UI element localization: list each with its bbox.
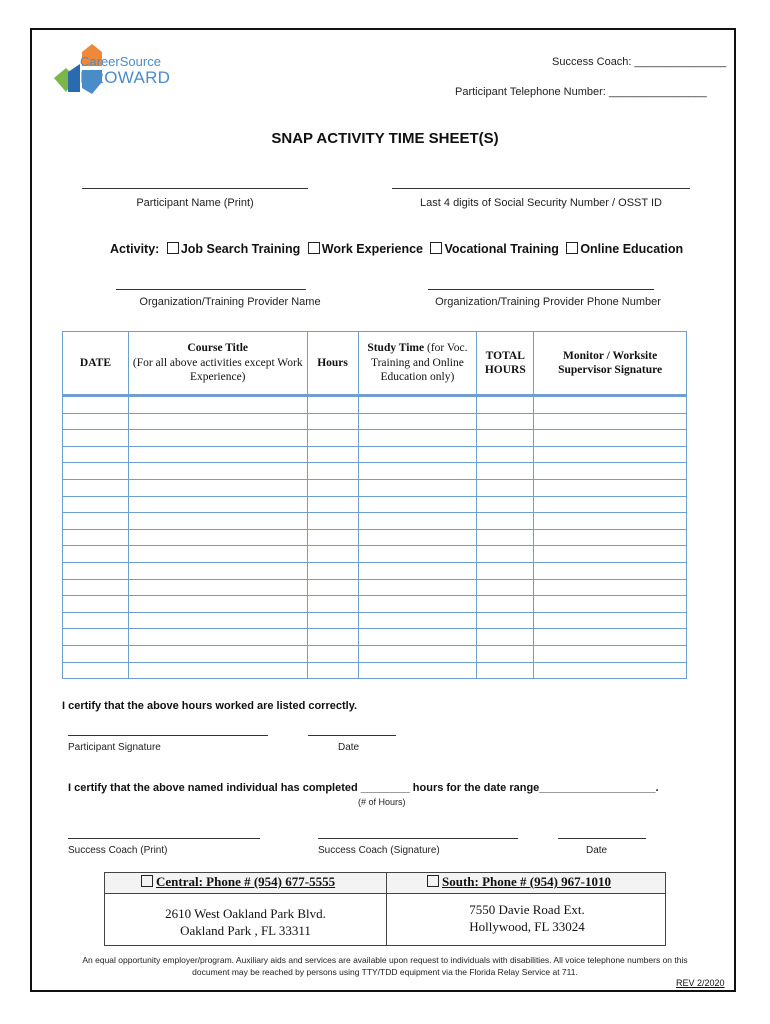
cell-total-hours[interactable] [477,562,534,579]
option-vocational-training: Vocational Training [444,242,559,256]
cell-monitor-signature[interactable] [534,396,687,414]
cell-hours[interactable] [307,529,358,546]
cell-total-hours[interactable] [477,529,534,546]
cell-hours[interactable] [307,612,358,629]
south-office-address [387,902,667,936]
participant-phone-field[interactable]: Participant Telephone Number: ________________ [455,86,707,98]
cell-study-time[interactable] [358,463,477,480]
cell-date[interactable] [63,629,129,646]
cell-course-title[interactable] [128,496,307,513]
cell-total-hours[interactable] [477,579,534,596]
south-office-header: South: Phone # (954) 967-1010 [427,874,611,890]
cell-hours[interactable] [307,496,358,513]
cell-monitor-signature[interactable] [534,596,687,613]
cell-total-hours[interactable] [477,479,534,496]
table-row [63,579,687,596]
central-address-line2: Oakland Park , FL 33311 [180,922,311,938]
activity-label: Activity: [110,242,160,256]
cell-monitor-signature[interactable] [534,496,687,513]
cell-course-title[interactable] [128,645,307,662]
cell-hours[interactable] [307,413,358,430]
cell-date[interactable] [63,446,129,463]
south-address-line2: Hollywood, FL 33024 [469,918,585,934]
cell-hours[interactable] [307,446,358,463]
page-title: SNAP ACTIVITY TIME SHEET(S) [271,130,499,147]
cell-course-title[interactable] [128,546,307,563]
coach-date-label: Date [586,845,608,856]
table-row [63,546,687,563]
cell-monitor-signature[interactable] [534,513,687,530]
header-hours: Hours [307,332,358,396]
cell-course-title[interactable] [128,562,307,579]
cell-hours[interactable] [307,596,358,613]
table-row [63,479,687,496]
cell-date[interactable] [63,562,129,579]
central-office-header: Central: Phone # (954) 677-5555 [141,874,335,890]
footer-disclaimer [40,954,730,979]
cell-monitor-signature[interactable] [534,629,687,646]
south-address-line1: 7550 Davie Road Ext. [469,902,585,917]
checkbox-online-education[interactable] [566,242,578,254]
activity-row [110,242,683,256]
cell-monitor-signature[interactable] [534,612,687,629]
cell-monitor-signature[interactable] [534,430,687,447]
coach-print-label: Success Coach (Print) [68,845,168,856]
cell-total-hours[interactable] [477,662,534,679]
checkbox-central-office[interactable] [141,875,153,887]
participant-date-line[interactable] [308,735,396,736]
header-date: DATE [63,332,129,396]
participant-signature-line[interactable] [68,735,268,736]
cell-course-title[interactable] [128,396,307,414]
cell-study-time[interactable] [358,396,477,414]
cell-hours[interactable] [307,479,358,496]
cell-total-hours[interactable] [477,430,534,447]
cell-course-title[interactable] [128,430,307,447]
cell-total-hours[interactable] [477,629,534,646]
cell-study-time[interactable] [358,430,477,447]
option-job-search: Job Search Training [180,242,301,256]
cell-date[interactable] [63,546,129,563]
cell-total-hours[interactable] [477,546,534,563]
cell-hours[interactable] [307,396,358,414]
cell-course-title[interactable] [128,463,307,480]
participant-name-label: Participant Name (Print) [136,197,254,209]
cell-monitor-signature[interactable] [534,413,687,430]
cell-study-time[interactable] [358,596,477,613]
table-row [63,662,687,679]
participant-date-label: Date [338,742,360,753]
cell-monitor-signature[interactable] [534,446,687,463]
cell-study-time[interactable] [358,529,477,546]
cell-study-time[interactable] [358,645,477,662]
cell-hours[interactable] [307,513,358,530]
cell-total-hours[interactable] [477,413,534,430]
cell-monitor-signature[interactable] [534,529,687,546]
cell-course-title[interactable] [128,479,307,496]
cell-monitor-signature[interactable] [534,645,687,662]
cell-total-hours[interactable] [477,513,534,530]
checkbox-work-experience[interactable] [308,242,320,254]
table-row [63,463,687,480]
cell-study-time[interactable] [358,446,477,463]
cell-hours[interactable] [307,579,358,596]
cell-hours[interactable] [307,562,358,579]
table-row [63,529,687,546]
table-row [63,596,687,613]
cell-monitor-signature[interactable] [534,546,687,563]
cell-total-hours[interactable] [477,496,534,513]
org-phone-label: Organization/Training Provider Phone Number [435,296,661,308]
cell-hours[interactable] [307,463,358,480]
cell-course-title[interactable] [128,446,307,463]
cell-date[interactable] [63,529,129,546]
ssn-line[interactable] [392,188,690,189]
certify-completion-statement: I certify that the above named individual has completed ________ hours for the date range___________________. [68,782,659,794]
checkbox-south-office[interactable] [427,875,439,887]
hours-note: (# of Hours) [358,797,406,807]
table-row [63,430,687,447]
cell-course-title[interactable] [128,662,307,679]
cell-study-time[interactable] [358,413,477,430]
header-monitor-signature: Monitor / Worksite Supervisor Signature [534,332,687,396]
table-row [63,562,687,579]
cell-hours[interactable] [307,629,358,646]
participant-name-line[interactable] [82,188,308,189]
cell-date[interactable] [63,496,129,513]
cell-monitor-signature[interactable] [534,463,687,480]
cell-study-time[interactable] [358,496,477,513]
cell-date[interactable] [63,596,129,613]
table-row [63,396,687,414]
coach-signature-label: Success Coach (Signature) [318,845,440,856]
checkbox-vocational-training[interactable] [430,242,442,254]
cell-monitor-signature[interactable] [534,662,687,679]
cell-date[interactable] [63,413,129,430]
cell-total-hours[interactable] [477,612,534,629]
logo-text-broward: BROWARD [80,68,171,87]
cell-study-time[interactable] [358,612,477,629]
option-work-experience: Work Experience [321,242,423,256]
table-header-row [63,332,687,396]
table-row [63,612,687,629]
org-phone-line[interactable] [428,289,654,290]
cell-study-time[interactable] [358,513,477,530]
time-sheet-table [62,331,687,679]
cell-hours[interactable] [307,645,358,662]
cell-course-title[interactable] [128,596,307,613]
cell-study-time[interactable] [358,629,477,646]
cell-total-hours[interactable] [477,446,534,463]
cell-course-title[interactable] [128,413,307,430]
coach-signature-line[interactable] [318,838,518,839]
cell-study-time[interactable] [358,562,477,579]
cell-monitor-signature[interactable] [534,479,687,496]
table-row [63,413,687,430]
cell-study-time[interactable] [358,546,477,563]
cell-monitor-signature[interactable] [534,562,687,579]
cell-course-title[interactable] [128,579,307,596]
cell-date[interactable] [63,479,129,496]
cell-study-time[interactable] [358,479,477,496]
success-coach-field[interactable]: Success Coach: _______________ [552,56,727,68]
cell-total-hours[interactable] [477,396,534,414]
cell-date[interactable] [63,645,129,662]
participant-signature-label: Participant Signature [68,742,161,753]
option-online-education: Online Education [580,242,684,256]
cell-study-time[interactable] [358,579,477,596]
cell-hours[interactable] [307,662,358,679]
cell-date[interactable] [63,513,129,530]
cell-course-title[interactable] [128,529,307,546]
header-study-time: Study Time (for Voc. Training and Online Education only) [358,332,477,396]
office-address-box [104,872,666,946]
revision-label: REV 2/2020 [676,978,725,988]
footer-line2: document may be reached by persons using TTY/TDD equipment via the Florida Relay Service at 711. [192,967,578,978]
cell-total-hours[interactable] [477,645,534,662]
cell-total-hours[interactable] [477,596,534,613]
table-row [63,496,687,513]
table-row [63,446,687,463]
coach-date-line[interactable] [558,838,646,839]
central-address-line1: 2610 West Oakland Park Blvd. [165,906,326,921]
certify-hours-statement: I certify that the above hours worked are listed correctly. [62,700,358,712]
cell-hours[interactable] [307,430,358,447]
org-name-line[interactable] [116,289,306,290]
footer-line1: An equal opportunity employer/program. Auxiliary aids and services are available upon request to individuals with disabilities. All voice telephone numbers on this [82,955,688,965]
cell-date[interactable] [63,396,129,414]
header-total-hours: TOTAL HOURS [477,332,534,396]
checkbox-job-search[interactable] [167,242,179,254]
ssn-label: Last 4 digits of Social Security Number / OSST ID [420,197,662,209]
table-row [63,513,687,530]
org-name-label: Organization/Training Provider Name [139,296,321,308]
table-row [63,629,687,646]
central-office-address [105,906,386,940]
header-course-title: Course Title (For all above activities except Work Experience) [128,332,307,396]
cell-date[interactable] [63,579,129,596]
cell-hours[interactable] [307,546,358,563]
logo-text-careersource: CareerSource [80,54,161,69]
table-row [63,645,687,662]
cell-date[interactable] [63,662,129,679]
cell-course-title[interactable] [128,629,307,646]
cell-course-title[interactable] [128,513,307,530]
coach-print-line[interactable] [68,838,260,839]
cell-monitor-signature[interactable] [534,579,687,596]
cell-total-hours[interactable] [477,463,534,480]
cell-date[interactable] [63,463,129,480]
cell-date[interactable] [63,612,129,629]
cell-date[interactable] [63,430,129,447]
cell-course-title[interactable] [128,612,307,629]
cell-study-time[interactable] [358,662,477,679]
